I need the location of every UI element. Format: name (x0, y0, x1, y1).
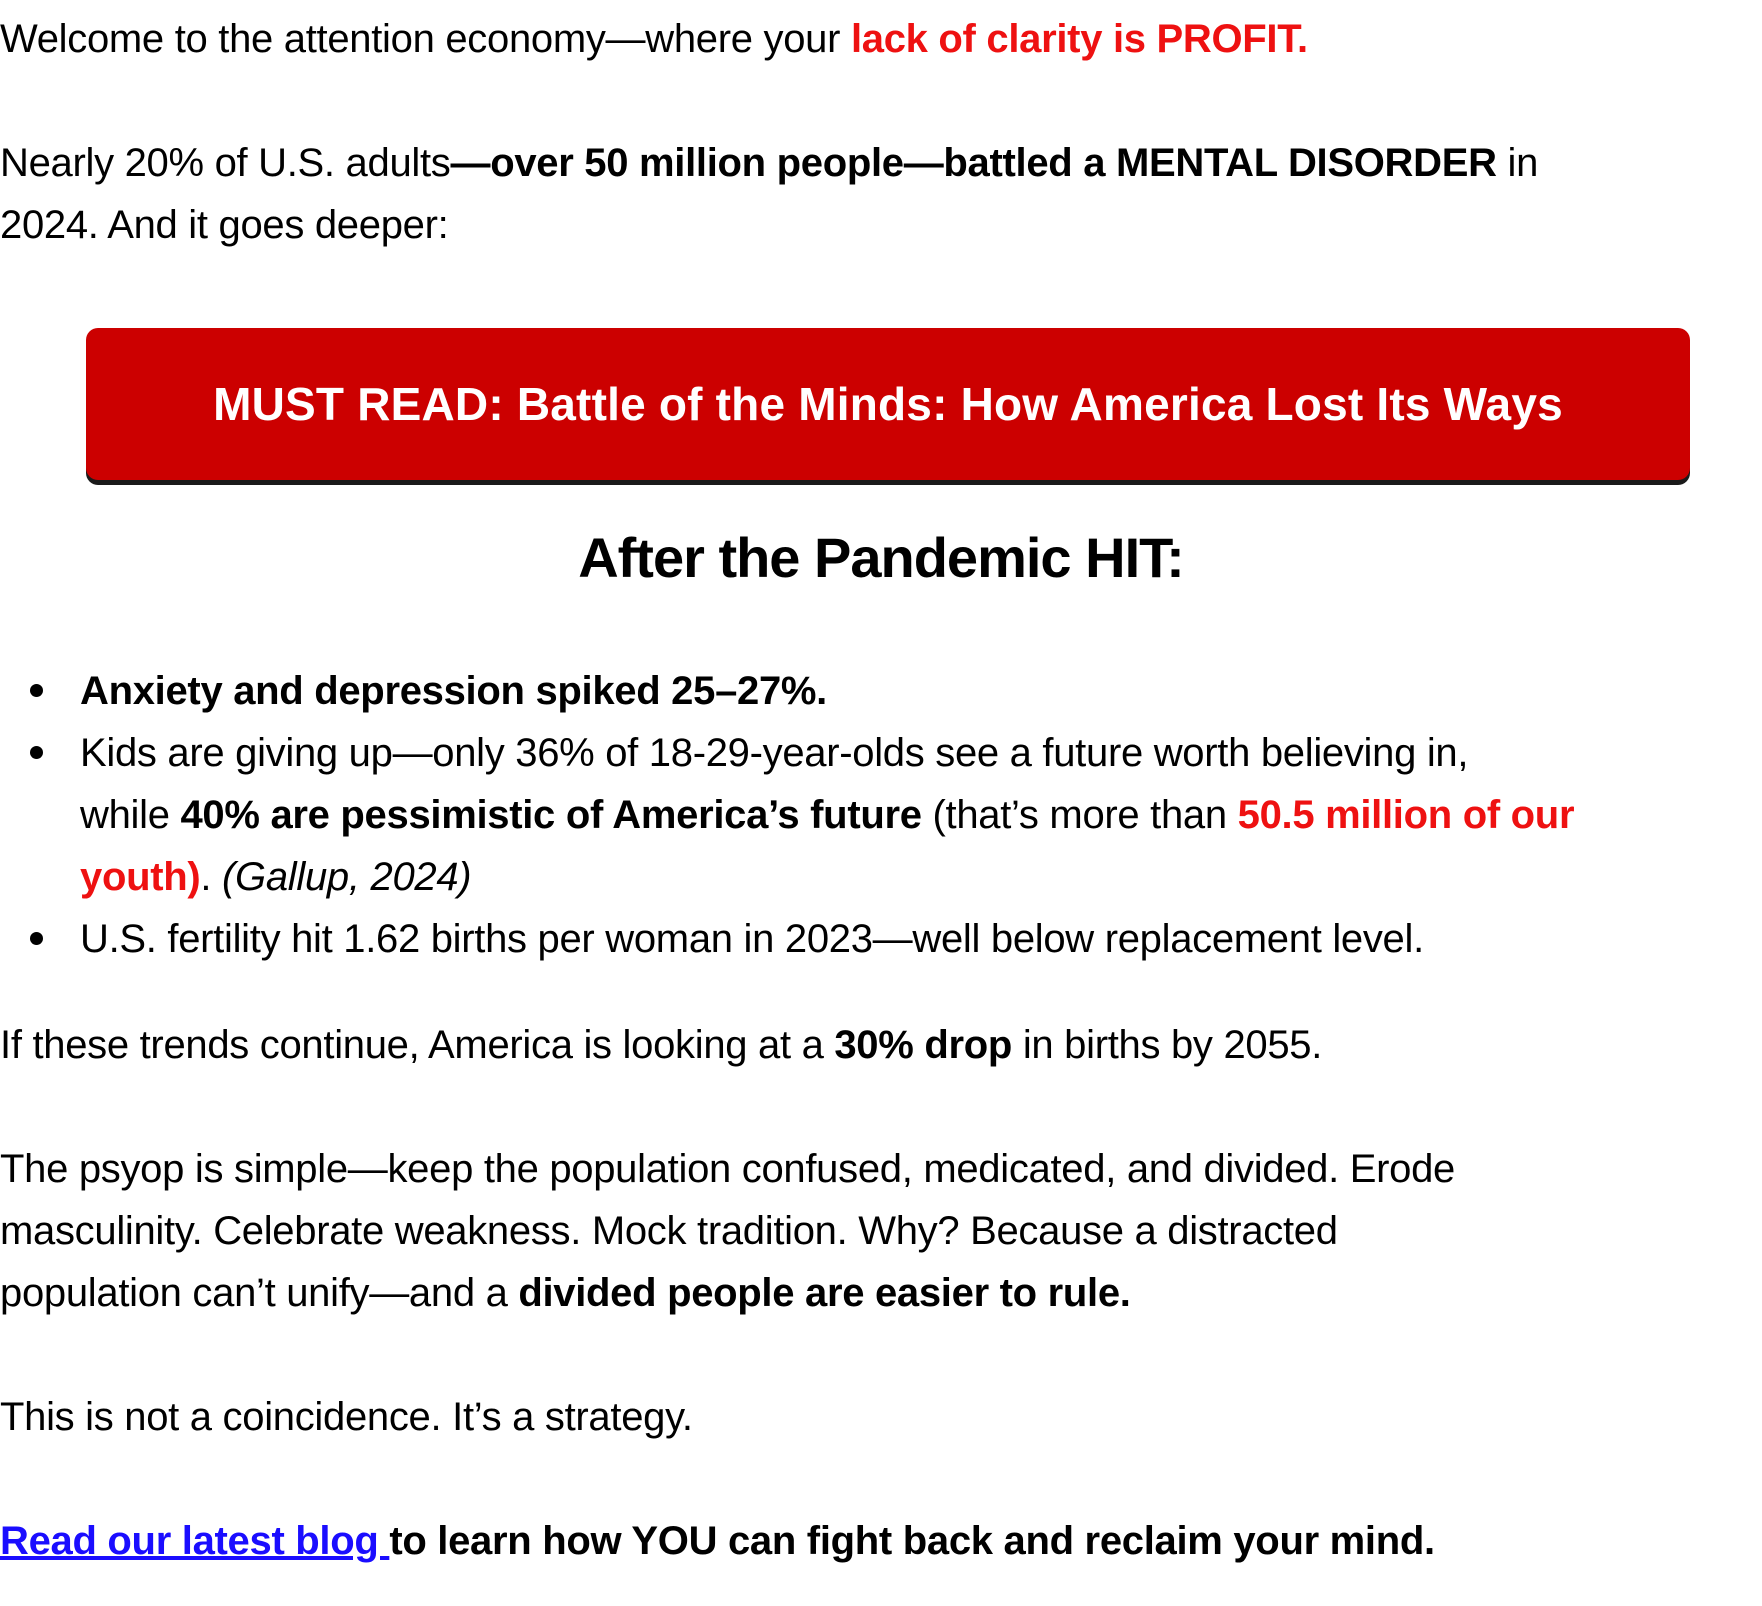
psyop-line3: population can’t unify—and a (0, 1271, 519, 1315)
bullet-icon (30, 932, 43, 945)
stats-line2: 2024. And it goes deeper: (0, 203, 449, 247)
bullet-2-line1: Kids are giving up—only 36% of 18-29-year-olds see a future worth believing in, (80, 731, 1469, 775)
bullet-3-text: U.S. fertility hit 1.62 births per woman in 2023—well below replacement level. (80, 917, 1424, 961)
closing-paragraph (0, 1510, 1435, 1572)
bullet-icon (30, 746, 43, 759)
must-read-button[interactable] (86, 328, 1690, 480)
must-read-button-label: MUST READ: Battle of the Minds: How America Lost Its Ways (213, 378, 1563, 430)
bullet-2-mid: (that’s more than (921, 793, 1238, 837)
section-heading: After the Pandemic HIT: (578, 526, 1184, 589)
stats-text: Nearly 20% of U.S. adults (0, 141, 451, 185)
intro-text: Welcome to the attention economy—where your (0, 17, 851, 61)
strategy-paragraph: This is not a coincidence. It’s a strategy. (0, 1395, 693, 1439)
bullet-2-bold: 40% are pessimistic of America’s future (180, 793, 922, 837)
bullet-2-red: 50.5 million of our (1237, 793, 1575, 837)
list-item (0, 722, 1574, 908)
blog-link[interactable]: Read our latest blog (0, 1519, 390, 1563)
trend-bold: 30% drop (834, 1023, 1012, 1067)
psyop-paragraph (0, 1138, 1455, 1324)
bullet-2-punct: . (200, 855, 223, 899)
intro-highlight: lack of clarity is PROFIT. (850, 17, 1308, 61)
stats-suffix: in (1496, 141, 1539, 185)
trend-paragraph (0, 1014, 1322, 1076)
stats-paragraph (0, 132, 1538, 256)
stats-bold: —over 50 million people—battled a MENTAL DISORDER (450, 141, 1497, 185)
psyop-line2: masculinity. Celebrate weakness. Mock tradition. Why? Because a distracted (0, 1209, 1338, 1253)
psyop-bold: divided people are easier to rule. (518, 1271, 1131, 1315)
bullet-2-citation: (Gallup, 2024) (222, 855, 472, 899)
bullet-2-red-cont: youth) (80, 855, 201, 899)
list-item (0, 660, 1574, 722)
trend-post: in births by 2055. (1012, 1023, 1323, 1067)
bullet-2-pre: while (80, 793, 181, 837)
intro-paragraph (0, 8, 1308, 70)
bullet-1-text: Anxiety and depression spiked 25–27%. (80, 669, 827, 713)
closing-bold: to learn how YOU can fight back and reclaim your mind. (389, 1519, 1435, 1563)
list-item (0, 908, 1574, 970)
trend-pre: If these trends continue, America is looking at a (0, 1023, 835, 1067)
stats-list (0, 660, 1574, 970)
bullet-icon (30, 684, 43, 697)
psyop-line1: The psyop is simple—keep the population confused, medicated, and divided. Erode (0, 1147, 1455, 1191)
